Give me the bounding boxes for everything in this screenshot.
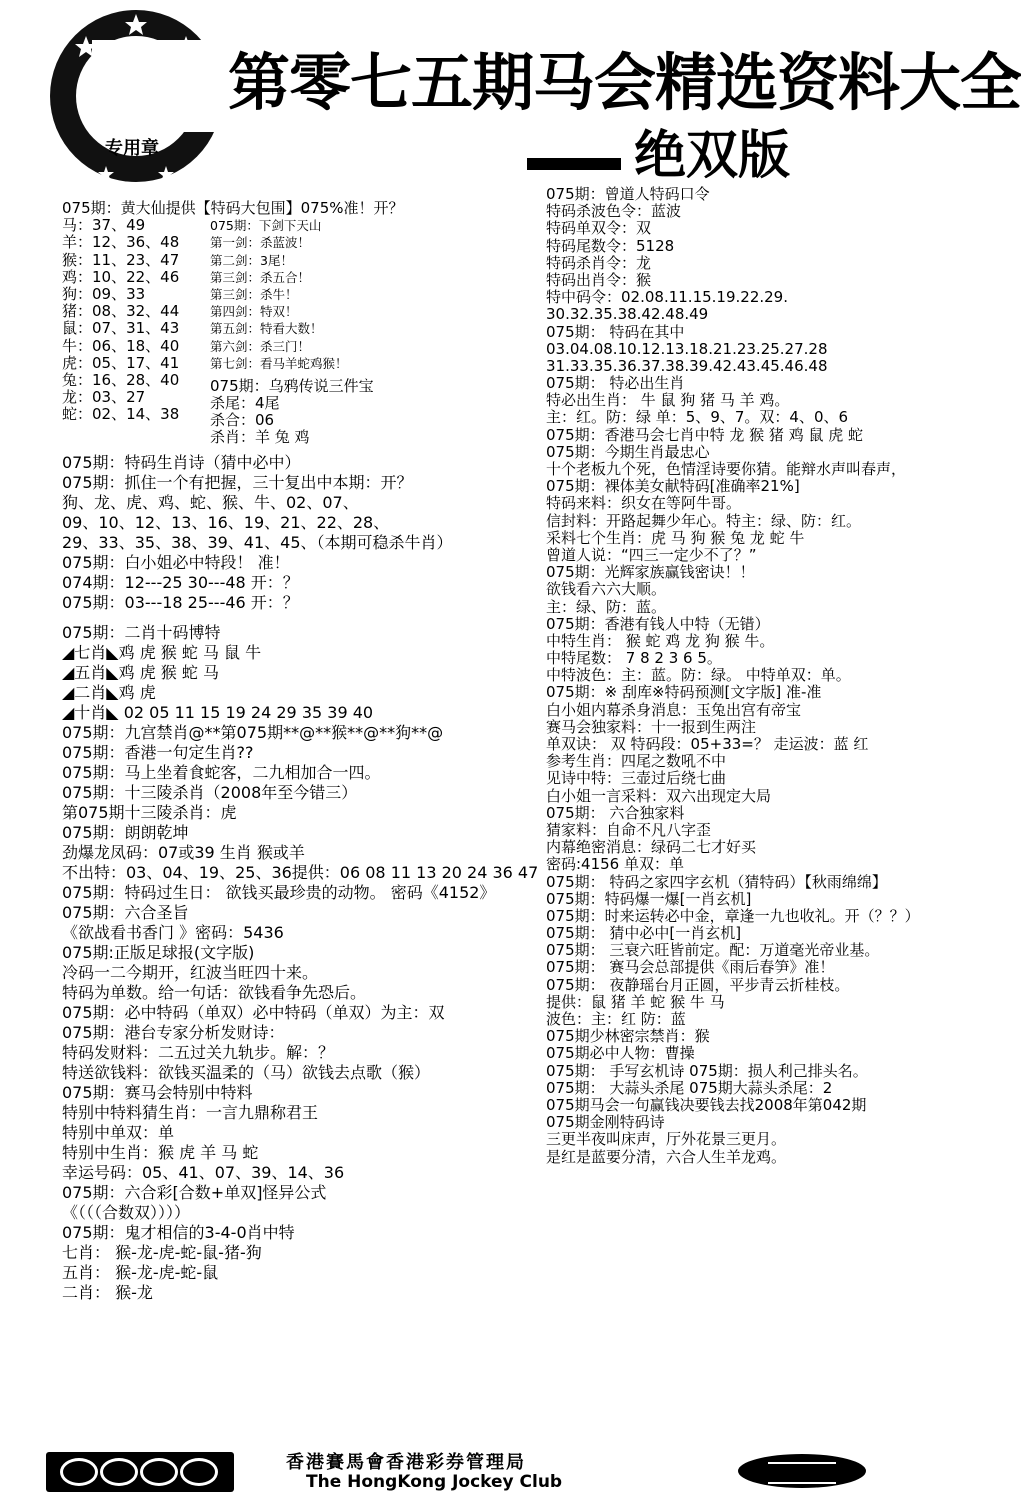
text-line: 欲钱看六六大顺。 bbox=[546, 580, 667, 599]
crow-item: 杀肖：羊 兔 鸡 bbox=[210, 428, 310, 447]
zodiac-item: 狗：09、33 bbox=[62, 284, 146, 303]
zodiac-item: 羊：12、36、48 bbox=[62, 233, 180, 252]
text-line: 075期：香港有钱人中特（无错） bbox=[546, 614, 770, 633]
text-line: 特别中特料猜生肖：一言九鼎称君王 bbox=[62, 1102, 319, 1122]
crow-item: 075期：乌鸦传说三件宝 bbox=[210, 376, 374, 395]
page-subtitle: 绝双版 bbox=[634, 125, 791, 186]
text-line: 参考生肖：四尾之数吼不中 bbox=[546, 752, 727, 771]
sword-item: 第四剑：特双！ bbox=[210, 304, 298, 320]
text-line: 075期：※ 刮库※特码预测[文字版] 准-准 bbox=[546, 683, 822, 702]
text-line: 信封料：开路起舞少年心。特主：绿、防：红。 bbox=[546, 511, 862, 530]
left-column bbox=[62, 199, 539, 1303]
text-line: 猜家料：自命不凡八字歪 bbox=[546, 820, 712, 839]
text-line: 075期：光辉家族赢钱密诀！！ bbox=[546, 563, 755, 582]
jockey-logo-right bbox=[738, 1454, 866, 1488]
text-line: 075期：二肖十码博特 bbox=[62, 622, 221, 642]
text-line: 075期：03---18 25---46 开：？ bbox=[62, 592, 299, 612]
text-line: 曾道人说：“四三一定少不了？” bbox=[546, 545, 757, 564]
text-line: 白小姐一言采料：双六出现定大局 bbox=[546, 786, 772, 805]
text-line: 31.33.35.36.37.38.39.42.43.45.46.48 bbox=[546, 356, 828, 375]
zodiac-item: 龙：03、27 bbox=[62, 388, 146, 407]
text-line: 075期： 手写玄机诗 075期：损人利己排头名。 bbox=[546, 1061, 868, 1080]
text-line: 075期： 猜中必中[一肖玄机] bbox=[546, 924, 742, 943]
zodiac-item: 鸡：10、22、46 bbox=[62, 267, 180, 286]
text-line: 采料七个生肖：虎 马 狗 猴 兔 龙 蛇 牛 bbox=[546, 528, 805, 547]
text-line: 赛马会独家料：十一报到生两注 bbox=[546, 717, 757, 736]
seal-bottom-text: 专用章 bbox=[105, 138, 159, 159]
text-line: 075期：时来运转必中金，章逢一九也收礼。开（？？） bbox=[546, 906, 920, 925]
text-line: 075期：特码过生日： 欲钱买最珍贵的动物。 密码《4152》 bbox=[62, 882, 496, 902]
text-line: 03.04.08.10.12.13.18.21.23.25.27.28 bbox=[546, 339, 828, 358]
text-line: 特别中单双：单 bbox=[62, 1122, 175, 1142]
text-line: 075期少林密宗禁肖：猴 bbox=[546, 1027, 710, 1046]
crow-item: 杀合：06 bbox=[210, 411, 275, 430]
text-line: 特码单双令：双 bbox=[546, 219, 652, 238]
text-line: 075期：六合圣旨 bbox=[62, 902, 189, 922]
text-line: 内幕绝密消息：绿码二七才好买 bbox=[546, 838, 757, 857]
intro-line: 075期：黄大仙提供【特码大包围】075%准！开？ bbox=[62, 199, 404, 217]
text-line: 074期：12---25 30---48 开：？ bbox=[62, 572, 299, 592]
text-line: 075期：白小姐必中特段！ 准！ bbox=[62, 552, 290, 572]
text-line: 十个老板九个死，色情淫诗要你猜。能辩水声叫春声， bbox=[546, 460, 907, 478]
sword-item: 第三剑：杀牛！ bbox=[210, 286, 298, 302]
text-line: 特码尾数令：5128 bbox=[546, 236, 675, 255]
text-line: 特码出肖令：猴 bbox=[546, 270, 652, 289]
sword-item: 第一剑：杀蓝波！ bbox=[210, 235, 311, 251]
text-line: 075期必中人物：曹操 bbox=[546, 1044, 695, 1063]
text-line: 中特生肖： 猴 蛇 鸡 龙 狗 猴 牛。 bbox=[546, 631, 775, 650]
text-line: 特码杀肖令：龙 bbox=[546, 253, 652, 272]
zodiac-item: 马：37、49 bbox=[62, 216, 146, 235]
text-line: 中特尾数： 7 8 2 3 6 5。 bbox=[546, 649, 722, 668]
right-text-lines bbox=[546, 185, 920, 1166]
text-line: ◢七肖◣鸡 虎 猴 蛇 马 鼠 牛 bbox=[62, 642, 262, 662]
text-line: 主：红。防：绿 单：5、9、7。双：4、0、6 bbox=[546, 408, 849, 427]
text-line: 五肖： 猴-龙-虎-蛇-鼠 bbox=[62, 1262, 219, 1282]
text-line: 075期：香港马会七肖中特 龙 猴 猪 鸡 鼠 虎 蛇 bbox=[546, 425, 864, 444]
text-line: 劲爆龙凤码：07或39 生肖 猴或羊 bbox=[62, 842, 305, 862]
text-line: 第075期十三陵杀肖：虎 bbox=[62, 802, 237, 822]
title-dash bbox=[527, 158, 621, 170]
text-line: 075期： 六合独家料 bbox=[546, 803, 685, 822]
text-line: 波色：主：红 防：蓝 bbox=[546, 1010, 686, 1028]
text-line: 075期：赛马会特别中特料 bbox=[62, 1082, 253, 1102]
text-line: 075期：今期生肖最忠心 bbox=[546, 442, 710, 461]
page-title: 第零七五期马会精选资料大全 bbox=[228, 46, 1021, 119]
text-line: 特码来料：织女在等阿牛哥。 bbox=[546, 494, 742, 513]
text-line: 中特波色：主：蓝。防：绿。 中特单双：单。 bbox=[546, 666, 851, 685]
text-line: ◢五肖◣鸡 虎 猴 蛇 马 bbox=[62, 662, 219, 682]
text-line: 特送欲钱料：欲钱买温柔的（马）欲钱去点歌（猴） bbox=[62, 1062, 431, 1082]
sword-item: 第六剑：杀三门！ bbox=[210, 338, 311, 354]
zodiac-item: 兔：16、28、40 bbox=[62, 370, 180, 389]
text-line: 075期：香港一句定生肖?? bbox=[62, 742, 254, 762]
text-line: ◢二肖◣鸡 虎 bbox=[62, 682, 156, 702]
swords-list bbox=[210, 217, 374, 446]
text-line: 30.32.35.38.42.48.49 bbox=[546, 305, 709, 324]
text-line: 特码为单数。给一句话：欲钱看争先恐后。 bbox=[62, 982, 367, 1002]
text-line: 提供：鼠 猪 羊 蛇 猴 牛 马 bbox=[546, 992, 725, 1011]
text-line: 见诗中特：三壶过后绕七曲 bbox=[546, 769, 727, 788]
text-line: 《欲战看书香门 》密码：5436 bbox=[62, 922, 284, 942]
text-line: 075期：十三陵杀肖（2008年至今错三） bbox=[62, 782, 358, 802]
text-line: 075期：港台专家分析发财诗： bbox=[62, 1022, 285, 1042]
zodiac-item: 鼠：07、31、43 bbox=[62, 319, 180, 338]
text-line: 特码杀波色令：蓝波 bbox=[546, 202, 682, 221]
text-line: 075期：朗朗乾坤 bbox=[62, 822, 189, 842]
zodiac-item: 牛：06、18、40 bbox=[62, 336, 180, 355]
text-line bbox=[62, 613, 462, 623]
text-line: 075期：马上坐着食蛇客，二九相加合一四。 bbox=[62, 762, 381, 782]
text-line: 075期： 特码之家四字玄机（猜特码）【秋雨绵绵】 bbox=[546, 872, 887, 891]
text-line: 075期：特码生肖诗（猜中必中） bbox=[62, 452, 301, 472]
text-line: 单双诀： 双 特码段：05+33=？ 走运波：蓝 红 bbox=[546, 735, 869, 753]
zodiac-item: 虎：05、17、41 bbox=[62, 353, 180, 372]
text-line: 075期： 三衰六旺皆前定。配：万道毫光帝业基。 bbox=[546, 941, 880, 960]
text-line: 075期金刚特码诗 bbox=[546, 1113, 665, 1132]
sword-item: 第七剑：看马羊蛇鸡猴！ bbox=[210, 355, 348, 371]
text-line: 075期:正版足球报(文字版) bbox=[62, 942, 255, 962]
text-line: 075期： 特必出生肖 bbox=[546, 374, 685, 393]
text-line: 二肖： 猴-龙 bbox=[62, 1282, 153, 1302]
text-line: 《（（（合数双）））） bbox=[62, 1202, 191, 1222]
text-line: ◢十肖◣ 02 05 11 15 19 24 29 35 39 40 bbox=[62, 702, 374, 722]
text-line: 不出特：03、04、19、25、36提供：06 08 11 13 20 24 36 47 bbox=[62, 862, 539, 882]
sword-item: 075期：下剑下天山 bbox=[210, 218, 322, 234]
text-line: 075期：曾道人特码口令 bbox=[546, 185, 710, 203]
sword-item: 第三剑：杀五合！ bbox=[210, 269, 311, 285]
right-column bbox=[546, 185, 920, 1166]
text-line: 特别中生肖：猴 虎 羊 马 蛇 bbox=[62, 1142, 259, 1162]
sword-item: 第五剑：特看大数！ bbox=[210, 321, 323, 337]
text-line: 幸运号码：05、41、07、39、14、36 bbox=[62, 1162, 345, 1182]
zodiac-list bbox=[62, 217, 210, 446]
text-line: 075期：九宫禁肖@**第075期**@**猴**@**狗**@ bbox=[62, 722, 444, 742]
left-text-lines bbox=[62, 452, 539, 1303]
text-line: 白小姐内幕杀身消息：玉兔出宫有帝宝 bbox=[546, 700, 802, 719]
sword-item: 第二剑：3尾！ bbox=[210, 252, 293, 268]
text-line: 密码:4156 单双：单 bbox=[546, 855, 684, 874]
text-line: 075期：必中特码（单双）必中特码（单双）为主：双 bbox=[62, 1002, 445, 1022]
text-line: 075期：鬼才相信的3-4-0肖中特 bbox=[62, 1222, 295, 1242]
text-line: 七肖： 猴-龙-虎-蛇-鼠-猪-狗 bbox=[62, 1242, 262, 1262]
text-line: 特码发财料：二五过关九轨步。解：？ bbox=[62, 1042, 335, 1062]
text-line: 29、33、35、38、39、41、45、（本期可稳杀牛肖） bbox=[62, 532, 453, 552]
text-line: 075期： 赛马会总部提供《雨后春笋》准！ bbox=[546, 958, 835, 977]
seal-cover bbox=[92, 40, 238, 132]
text-line: 主：绿、防：蓝。 bbox=[546, 597, 667, 616]
jockey-logo-left bbox=[46, 1452, 234, 1492]
text-line: 特必出生肖： 牛 鼠 狗 猪 马 羊 鸡。 bbox=[546, 391, 790, 410]
text-line: 三更半夜叫床声，厅外花景三更月。 bbox=[546, 1130, 787, 1149]
text-line: 075期：裸体美女献特码[准确率21%] bbox=[546, 477, 800, 496]
text-line: 是红是蓝要分清，六合人生羊龙鸡。 bbox=[546, 1147, 787, 1166]
text-line: 075期： 夜静瑶台月正圆，平步青云折桂枝。 bbox=[546, 975, 850, 994]
footer-cn: 香港賽馬會香港彩券管理局 bbox=[286, 1452, 526, 1473]
zodiac-item: 蛇：02、14、38 bbox=[62, 405, 180, 424]
zodiac-item: 猴：11、23、47 bbox=[62, 250, 180, 269]
footer bbox=[0, 1440, 892, 1496]
text-line: 075期：六合彩[合数+单双]怪异公式 bbox=[62, 1182, 327, 1202]
text-line: 075期： 大蒜头杀尾 075期大蒜头杀尾：2 bbox=[546, 1078, 833, 1097]
footer-en: The HongKong Jockey Club bbox=[306, 1472, 563, 1492]
text-line: 冷码一二今期开，红波当旺四十来。 bbox=[62, 962, 319, 982]
crow-item: 杀尾：4尾 bbox=[210, 394, 280, 413]
text-line: 075期马会一句赢钱决要钱去找2008年第042期 bbox=[546, 1095, 867, 1114]
text-line: 075期：特码爆一爆[一肖玄机] bbox=[546, 889, 752, 908]
text-line: 075期：抓住一个有把握，三十复出中本期：开？ bbox=[62, 472, 413, 492]
text-line: 狗、龙、虎、鸡、蛇、猴、牛、02、07、 bbox=[62, 492, 359, 512]
text-line: 075期： 特码在其中 bbox=[546, 322, 685, 341]
zodiac-swords-block bbox=[62, 217, 462, 446]
text-line: 09、10、12、13、16、19、21、22、28、 bbox=[62, 512, 390, 532]
zodiac-item: 猪：08、32、44 bbox=[62, 302, 180, 321]
text-line: 特中码令：02.08.11.15.19.22.29. bbox=[546, 288, 788, 307]
